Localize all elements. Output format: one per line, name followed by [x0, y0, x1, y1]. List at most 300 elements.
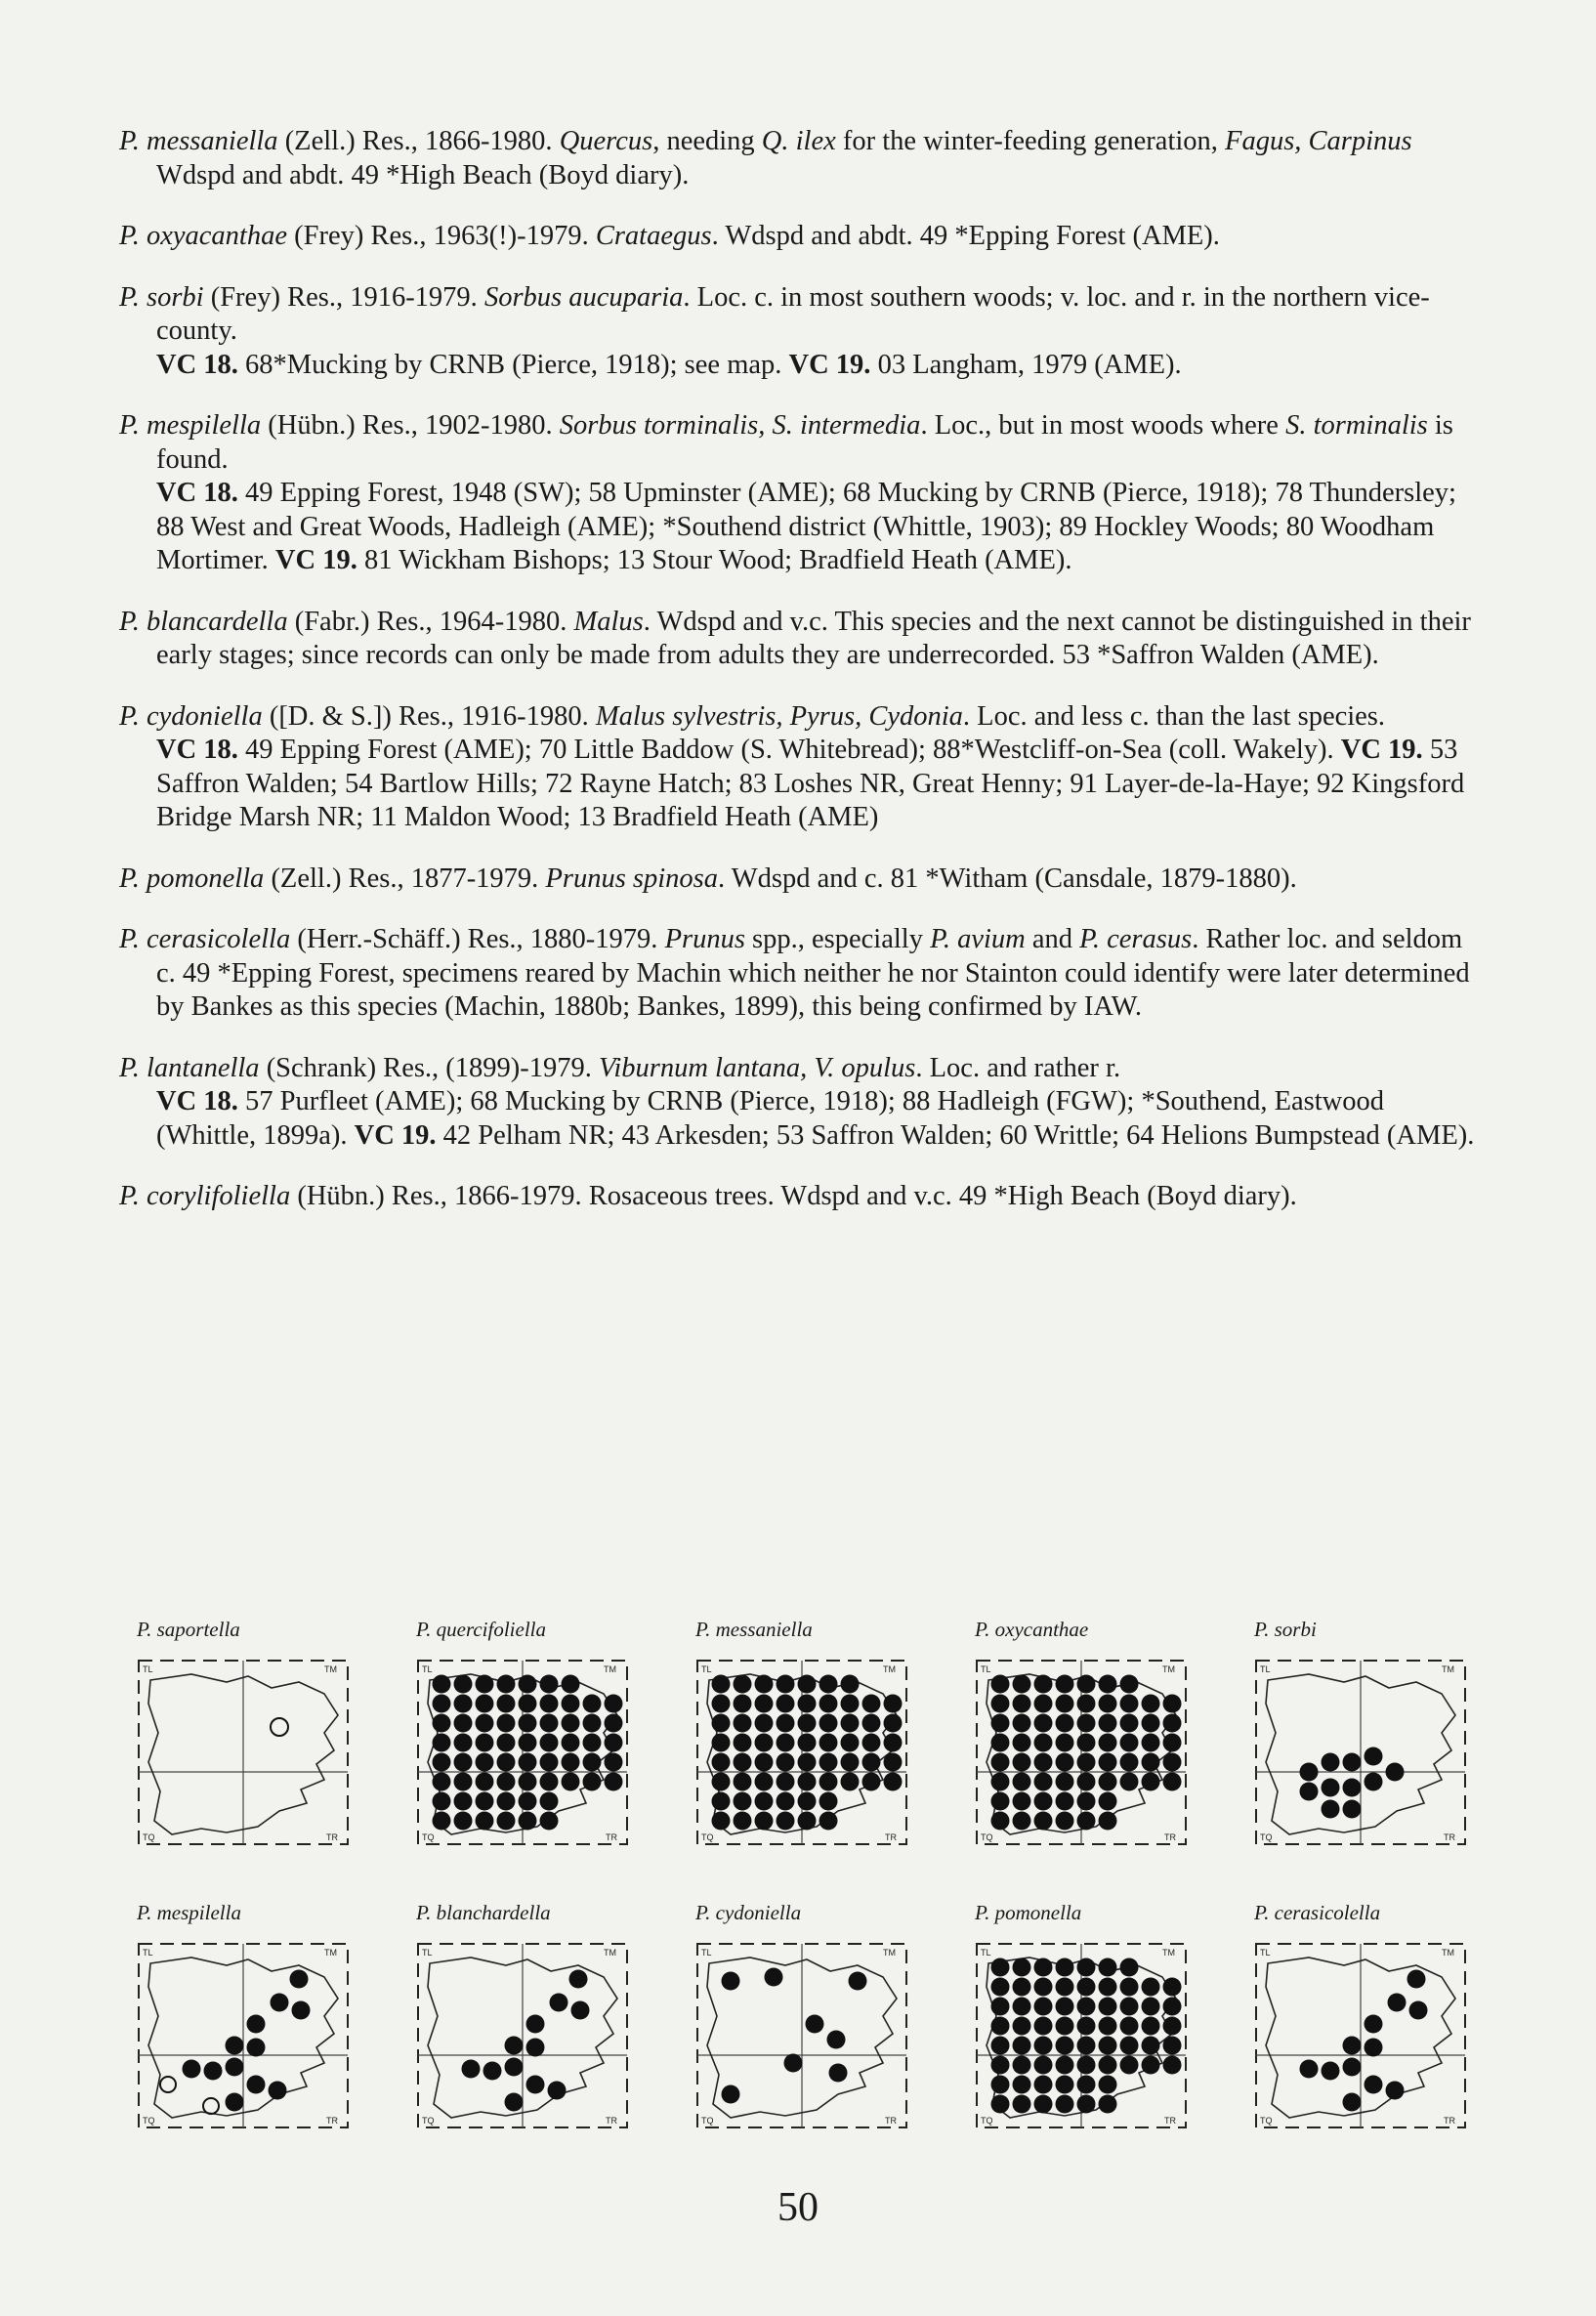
record-dot	[1388, 1994, 1407, 2012]
record-dot	[734, 1714, 752, 1733]
record-dot	[862, 1714, 881, 1733]
record-dot	[433, 1812, 451, 1831]
record-dot	[1322, 1800, 1340, 1819]
record-dot	[1077, 1812, 1096, 1831]
map-8	[971, 1901, 1203, 2135]
record-dot	[884, 1714, 903, 1733]
record-dot	[605, 1753, 623, 1772]
record-dot	[1099, 2095, 1117, 2114]
record-dot	[1099, 1958, 1117, 1977]
record-dot	[1056, 2076, 1074, 2094]
record-dot	[1077, 2076, 1096, 2094]
record-dot	[798, 1695, 817, 1713]
record-dot	[765, 1968, 783, 1987]
record-dot	[777, 1753, 795, 1772]
entry-text-run: 49 Epping Forest (AME); 70 Little Baddow (S. Whitebread); 88*Westcliff-on-Sea (coll. Wakely).	[237, 735, 1341, 765]
grid-label: TM	[883, 1664, 896, 1674]
grid-label: TM	[883, 1948, 896, 1958]
record-dot	[1163, 1714, 1182, 1733]
record-dot	[1365, 1748, 1383, 1766]
map-title: P. messaniella	[695, 1618, 813, 1641]
record-dot	[1099, 2017, 1117, 2036]
species-name: Malus	[573, 606, 644, 637]
record-dot	[1120, 1714, 1139, 1733]
record-dot	[497, 1675, 516, 1694]
record-dot	[540, 1773, 559, 1791]
record-dot	[712, 1714, 731, 1733]
record-dot	[1056, 1734, 1074, 1752]
entry-text	[119, 281, 1487, 349]
record-dot	[519, 1734, 537, 1752]
record-dot	[548, 2082, 567, 2100]
record-dot	[841, 1753, 860, 1772]
record-dot	[519, 1714, 537, 1733]
record-dot	[1077, 2017, 1096, 2036]
record-dot	[734, 1734, 752, 1752]
record-dot	[777, 1812, 795, 1831]
record-dot	[605, 1714, 623, 1733]
entry-text-run: Wdspd and abdt. 49 *High Beach (Boyd diary).	[156, 159, 690, 190]
entry-text-run: (Fabr.) Res., 1964-1980.	[287, 606, 574, 637]
entry-text-run: . Loc. c. in most southern woods; v. loc. and r. in the northern vice-county.	[156, 281, 1430, 346]
record-dot	[497, 1695, 516, 1713]
species-entry	[119, 409, 1487, 578]
record-dot	[755, 1675, 774, 1694]
record-dot	[519, 1773, 537, 1791]
record-dot	[1013, 1753, 1031, 1772]
record-dot	[476, 1695, 494, 1713]
species-name: Malus sylvestris, Pyrus, Cydonia	[595, 700, 963, 732]
grid-label: TQ	[1260, 1832, 1273, 1842]
record-dot	[247, 2015, 266, 2034]
entry-text	[119, 125, 1487, 192]
vice-county-label: VC 19.	[354, 1119, 437, 1151]
record-dot	[1322, 2062, 1340, 2081]
record-dot	[1034, 2056, 1053, 2075]
record-dot	[991, 1675, 1010, 1694]
record-dot	[1120, 2037, 1139, 2055]
species-entry	[119, 700, 1487, 835]
record-dot	[1013, 1773, 1031, 1791]
record-dot	[454, 1753, 473, 1772]
record-dot	[1120, 1773, 1139, 1791]
entry-text	[119, 863, 1487, 897]
record-dot	[827, 2031, 846, 2049]
record-dot	[183, 2060, 201, 2079]
record-dot	[247, 2039, 266, 2057]
record-dot	[1343, 2093, 1362, 2112]
record-dot	[1034, 1773, 1053, 1791]
species-name: P. blancardella	[119, 606, 288, 637]
record-dot	[497, 1812, 516, 1831]
record-dot	[583, 1773, 602, 1791]
species-name: Viburnum lantana, V. opulus	[599, 1052, 916, 1083]
record-dot	[476, 1714, 494, 1733]
record-dot	[849, 1972, 867, 1991]
record-dot	[1056, 2017, 1074, 2036]
record-dot	[1056, 1753, 1074, 1772]
map-graphic	[1250, 1655, 1473, 1850]
record-dot	[1099, 1773, 1117, 1791]
record-dot	[519, 1753, 537, 1772]
entry-text-run: 03 Langham, 1979 (AME).	[870, 349, 1182, 380]
record-dot	[1300, 1763, 1319, 1782]
map-title: P. mespilella	[137, 1901, 241, 1924]
map-graphic	[412, 1938, 635, 2133]
record-dot	[1013, 1734, 1031, 1752]
record-dot	[1120, 1753, 1139, 1772]
map-graphic	[692, 1655, 914, 1850]
record-dot	[798, 1812, 817, 1831]
record-dot	[1300, 1783, 1319, 1801]
record-dot	[819, 1675, 838, 1694]
record-dot	[1343, 1800, 1362, 1819]
grid-label: TM	[1442, 1664, 1454, 1674]
record-dot	[1099, 1695, 1117, 1713]
entry-text-run: for the winter-feeding generation,	[835, 126, 1226, 156]
grid-label: TM	[1162, 1664, 1175, 1674]
record-dot	[1163, 1978, 1182, 1997]
record-dot	[476, 1773, 494, 1791]
record-dot	[1034, 1998, 1053, 2016]
species-name: Fagus, Carpinus	[1225, 126, 1412, 156]
record-dot	[841, 1773, 860, 1791]
record-dot	[540, 1734, 559, 1752]
record-dot	[777, 1675, 795, 1694]
record-dot	[562, 1753, 580, 1772]
record-dot	[1077, 2095, 1096, 2114]
record-dot	[884, 1734, 903, 1752]
record-dot	[476, 1734, 494, 1752]
record-dot	[884, 1753, 903, 1772]
grid-label: TL	[1260, 1948, 1271, 1958]
grid-label: TL	[981, 1948, 991, 1958]
record-dot	[991, 1792, 1010, 1811]
species-name: P. lantanella	[119, 1052, 260, 1083]
record-dot	[1013, 1812, 1031, 1831]
record-dot	[755, 1695, 774, 1713]
map-title: P. blanchardella	[416, 1901, 551, 1924]
grid-label: TM	[604, 1948, 616, 1958]
record-dot	[712, 1695, 731, 1713]
old-record-circle	[203, 2098, 219, 2114]
record-dot	[1099, 1978, 1117, 1997]
record-dot	[841, 1675, 860, 1694]
record-dot	[476, 1792, 494, 1811]
vice-county-label: VC 18.	[156, 1086, 238, 1116]
record-dot	[519, 1675, 537, 1694]
record-dot	[712, 1675, 731, 1694]
record-dot	[476, 1812, 494, 1831]
record-dot	[1163, 1695, 1182, 1713]
record-dot	[540, 1714, 559, 1733]
entry-text-run: (Zell.) Res., 1866-1980.	[277, 126, 560, 156]
entry-text-run: (Schrank) Res., (1899)-1979.	[259, 1052, 600, 1083]
record-dot	[1034, 1978, 1053, 1997]
record-dot	[734, 1695, 752, 1713]
record-dot	[204, 2062, 223, 2081]
grid-label: TR	[1164, 1832, 1176, 1842]
record-dot	[1056, 1978, 1074, 1997]
record-dot	[1077, 1714, 1096, 1733]
vice-county-label: VC 18.	[156, 735, 238, 765]
species-name: P. corylifoliella	[119, 1181, 291, 1211]
old-record-circle	[271, 1718, 288, 1736]
record-dot	[1056, 1714, 1074, 1733]
record-dot	[777, 1714, 795, 1733]
record-dot	[1120, 1978, 1139, 1997]
species-name: Sorbus aucuparia	[483, 281, 684, 313]
record-dot	[1099, 1753, 1117, 1772]
record-dot	[1013, 1695, 1031, 1713]
entry-text-run: (Zell.) Res., 1877-1979.	[264, 863, 546, 894]
record-dot	[290, 1970, 309, 1989]
record-dot	[476, 1675, 494, 1694]
grid-label: TL	[143, 1948, 153, 1958]
grid-label: TL	[701, 1948, 712, 1958]
record-dot	[1163, 1734, 1182, 1752]
record-dot	[1056, 2056, 1074, 2075]
record-dot	[1120, 2017, 1139, 2036]
record-dot	[798, 1792, 817, 1811]
record-dot	[777, 1734, 795, 1752]
entry-text-run: (Herr.-Schäff.) Res., 1880-1979.	[290, 924, 665, 954]
map-title: P. sorbi	[1254, 1618, 1317, 1641]
record-dot	[829, 2064, 848, 2083]
record-dot	[1142, 1695, 1160, 1713]
record-dot	[798, 1773, 817, 1791]
record-dot	[712, 1753, 731, 1772]
record-dot	[505, 2037, 524, 2055]
map-1	[412, 1618, 645, 1852]
record-dot	[1077, 1792, 1096, 1811]
entry-records	[119, 734, 1487, 835]
record-dot	[1142, 2037, 1160, 2055]
record-dot	[991, 2095, 1010, 2114]
distribution-maps	[133, 1618, 1500, 2184]
entry-text-run: (Hübn.) Res., 1902-1980.	[261, 410, 560, 441]
record-dot	[722, 2085, 740, 2104]
record-dot	[433, 1714, 451, 1733]
record-dot	[476, 1753, 494, 1772]
map-3	[971, 1618, 1203, 1852]
record-dot	[798, 1714, 817, 1733]
record-dot	[1300, 2060, 1319, 2079]
record-dot	[1056, 1998, 1074, 2016]
grid-label: TM	[1442, 1948, 1454, 1958]
record-dot	[1343, 2037, 1362, 2055]
grid-label: TQ	[422, 1832, 435, 1842]
record-dot	[991, 2037, 1010, 2055]
record-dot	[1056, 1792, 1074, 1811]
record-dot	[1077, 1773, 1096, 1791]
record-dot	[540, 1695, 559, 1713]
record-dot	[540, 1675, 559, 1694]
grid-label: TR	[326, 2116, 338, 2126]
grid-label: TL	[143, 1664, 153, 1674]
record-dot	[1013, 1958, 1031, 1977]
map-title: P. quercifoliella	[416, 1618, 546, 1641]
grid-label: TM	[604, 1664, 616, 1674]
record-dot	[1077, 1734, 1096, 1752]
grid-label: TR	[606, 2116, 617, 2126]
record-dot	[991, 1958, 1010, 1977]
record-dot	[755, 1734, 774, 1752]
record-dot	[519, 1792, 537, 1811]
entry-text-run: 68*Mucking by CRNB (Pierce, 1918); see map.	[237, 349, 789, 380]
record-dot	[1120, 1675, 1139, 1694]
record-dot	[991, 1998, 1010, 2016]
record-dot	[1034, 2095, 1053, 2114]
map-title: P. oxycanthae	[975, 1618, 1089, 1641]
record-dot	[1142, 1998, 1160, 2016]
record-dot	[1077, 1675, 1096, 1694]
record-dot	[562, 1714, 580, 1733]
record-dot	[433, 1753, 451, 1772]
species-entry	[119, 125, 1487, 192]
map-2	[692, 1618, 924, 1852]
entry-text-run: 53 Saffron Walden; 54 Bartlow Hills; 72 Rayne Hatch; 83 Loshes NR, Great Henny; 91 Layer-de-la-Haye; 92 Kingsford Bridge Marsh NR; 11 Maldon Wood; 13 Bradfield Heath (AME)	[156, 735, 1465, 832]
species-name: S. torminalis	[1285, 410, 1428, 441]
grid-label: TQ	[1260, 2116, 1273, 2126]
record-dot	[271, 1994, 289, 2012]
species-name: Prunus	[664, 924, 745, 954]
record-dot	[1034, 1812, 1053, 1831]
record-dot	[1013, 1714, 1031, 1733]
species-name: P. cerasus	[1079, 924, 1193, 954]
record-dot	[540, 1792, 559, 1811]
record-dot	[777, 1773, 795, 1791]
species-name: Quercus	[559, 126, 653, 156]
grid-label: TQ	[981, 2116, 993, 2126]
record-dot	[755, 1812, 774, 1831]
record-dot	[991, 1695, 1010, 1713]
record-dot	[777, 1695, 795, 1713]
record-dot	[519, 1812, 537, 1831]
record-dot	[1099, 2037, 1117, 2055]
record-dot	[292, 2001, 311, 2020]
record-dot	[734, 1812, 752, 1831]
record-dot	[1343, 2058, 1362, 2077]
record-dot	[540, 1753, 559, 1772]
record-dot	[1034, 2076, 1053, 2094]
entry-text	[119, 923, 1487, 1025]
record-dot	[734, 1753, 752, 1772]
old-record-circle	[160, 2077, 176, 2092]
map-graphic	[971, 1938, 1194, 2133]
record-dot	[1034, 1734, 1053, 1752]
record-dot	[454, 1695, 473, 1713]
record-dot	[755, 1773, 774, 1791]
record-dot	[1386, 1763, 1405, 1782]
entry-text-run: ([D. & S.]) Res., 1916-1980.	[262, 700, 596, 732]
record-dot	[269, 2082, 287, 2100]
entry-text	[119, 1180, 1487, 1214]
record-dot	[1013, 2056, 1031, 2075]
entry-text-run: 81 Wickham Bishops; 13 Stour Wood; Bradfield Heath (AME).	[357, 545, 1072, 575]
entry-text	[119, 409, 1487, 477]
species-entries	[119, 125, 1487, 1242]
record-dot	[433, 1695, 451, 1713]
record-dot	[562, 1695, 580, 1713]
record-dot	[1163, 1998, 1182, 2016]
record-dot	[247, 2076, 266, 2094]
record-dot	[841, 1734, 860, 1752]
record-dot	[862, 1734, 881, 1752]
record-dot	[1034, 2037, 1053, 2055]
record-dot	[1099, 2056, 1117, 2075]
entry-text	[119, 700, 1487, 735]
record-dot	[1077, 2056, 1096, 2075]
record-dot	[505, 2058, 524, 2077]
record-dot	[583, 1714, 602, 1733]
record-dot	[1120, 2056, 1139, 2075]
record-dot	[226, 2058, 244, 2077]
species-name: P. sorbi	[119, 281, 204, 313]
record-dot	[1077, 1958, 1096, 1977]
record-dot	[1099, 1675, 1117, 1694]
record-dot	[798, 1753, 817, 1772]
map-title: P. cerasicolella	[1254, 1901, 1381, 1924]
record-dot	[605, 1695, 623, 1713]
record-dot	[1343, 1779, 1362, 1797]
vice-county-label: VC 18.	[156, 478, 238, 508]
species-name: P. cydoniella	[119, 700, 263, 732]
record-dot	[1407, 1970, 1426, 1989]
record-dot	[1056, 2037, 1074, 2055]
record-dot	[734, 1675, 752, 1694]
record-dot	[734, 1773, 752, 1791]
entry-text-run: 49 Epping Forest, 1948 (SW); 58 Upminster (AME); 68 Mucking by CRNB (Pierce, 1918); 78 Thundersley; 88 West and Great Woods, Hadleigh (AME); *Southend district (Whittle, 1903); 89 Hockley Woods; 80 Woodham Mortimer.	[156, 478, 1456, 575]
entry-text-run: spp., especially	[744, 924, 931, 954]
record-dot	[991, 1734, 1010, 1752]
grid-label: TQ	[143, 2116, 155, 2126]
record-dot	[1013, 2095, 1031, 2114]
record-dot	[1142, 1714, 1160, 1733]
record-dot	[1034, 1958, 1053, 1977]
record-dot	[819, 1714, 838, 1733]
record-dot	[1409, 2001, 1428, 2020]
map-0	[133, 1618, 365, 1852]
record-dot	[722, 1972, 740, 1991]
record-dot	[1056, 1675, 1074, 1694]
entry-text-run: and	[1025, 924, 1080, 954]
record-dot	[1056, 1695, 1074, 1713]
map-title: P. pomonella	[975, 1901, 1082, 1924]
record-dot	[1322, 1779, 1340, 1797]
record-dot	[777, 1792, 795, 1811]
species-entry	[119, 1052, 1487, 1154]
entry-text-run: . Wdspd and abdt. 49 *Epping Forest (AME).	[711, 221, 1220, 251]
record-dot	[819, 1792, 838, 1811]
record-dot	[1056, 2095, 1074, 2114]
record-dot	[1056, 1812, 1074, 1831]
entry-text-run: . Loc. and less c. than the last species.	[962, 700, 1386, 732]
record-dot	[841, 1695, 860, 1713]
record-dot	[1386, 2082, 1405, 2100]
map-row-1	[133, 1618, 1500, 1901]
record-dot	[497, 1734, 516, 1752]
record-dot	[784, 2054, 803, 2073]
record-dot	[1163, 2037, 1182, 2055]
entry-text-run: (Frey) Res., 1963(!)-1979.	[287, 221, 596, 251]
record-dot	[991, 1753, 1010, 1772]
record-dot	[1013, 1978, 1031, 1997]
grid-label: TQ	[981, 1832, 993, 1842]
map-graphic	[971, 1655, 1194, 1850]
record-dot	[1365, 2039, 1383, 2057]
entry-text-run: . Loc. and rather r.	[915, 1052, 1121, 1083]
